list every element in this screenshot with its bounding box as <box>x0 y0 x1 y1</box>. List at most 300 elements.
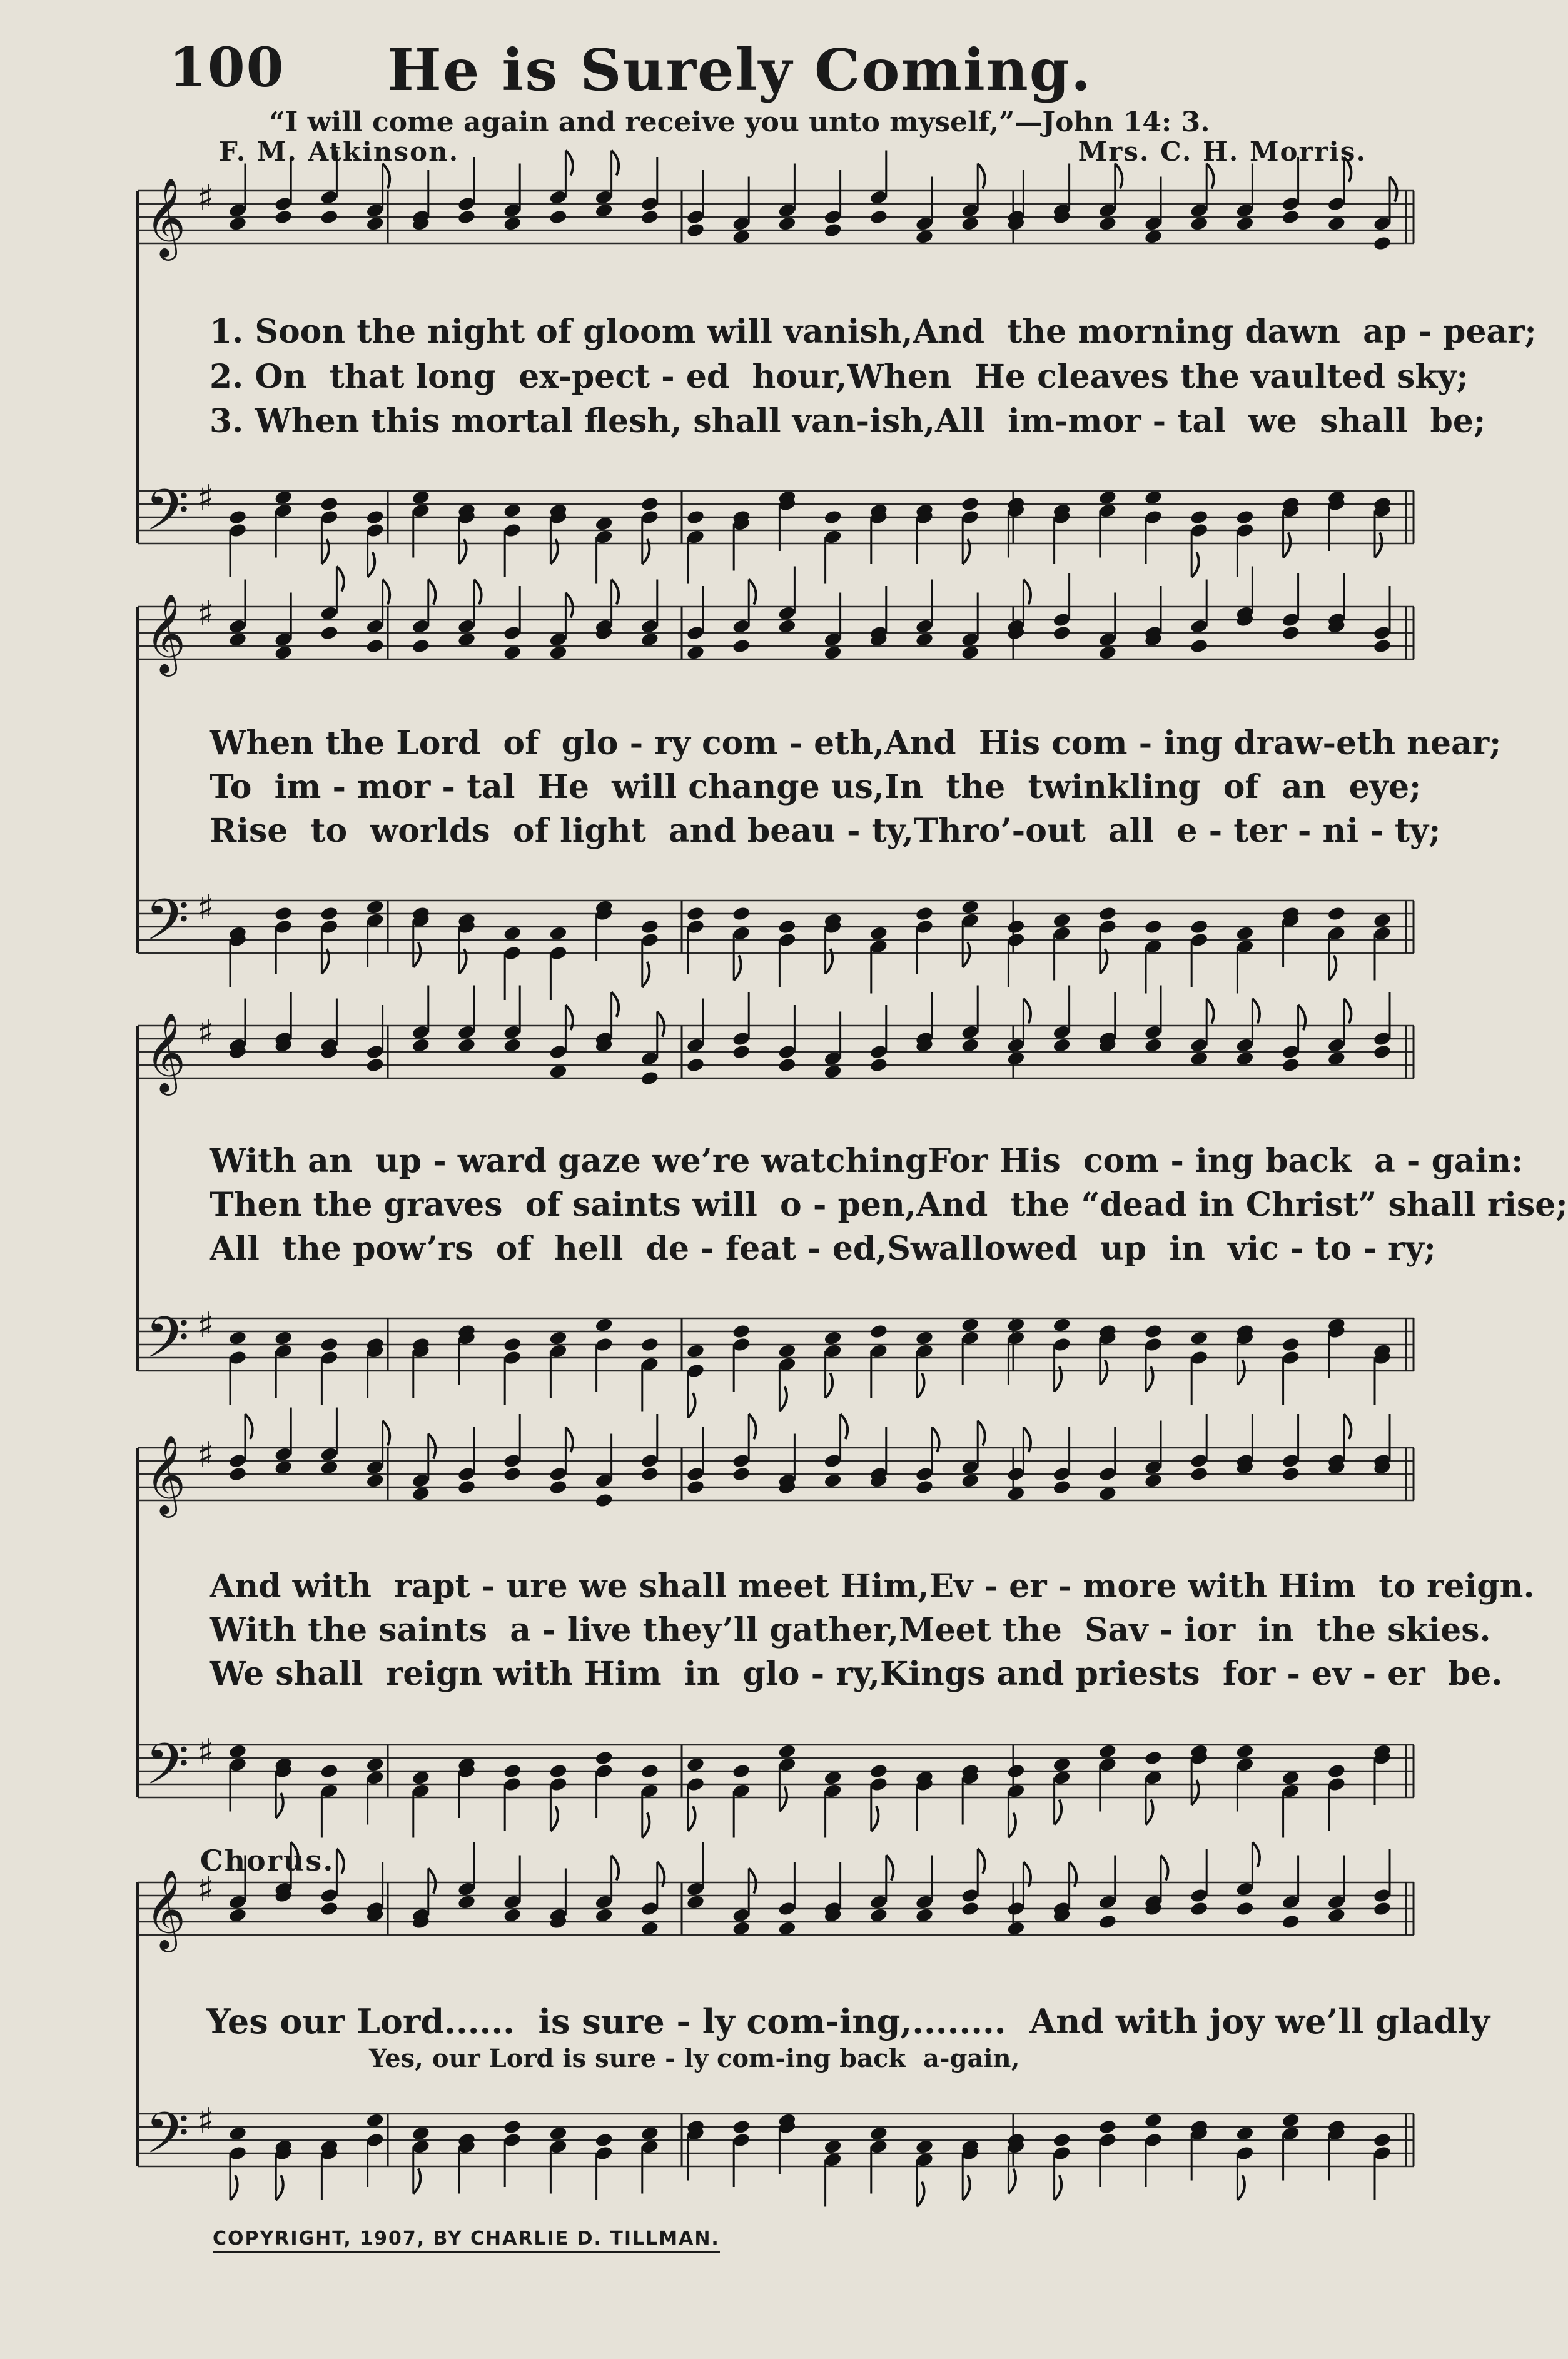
note-flag <box>383 164 390 189</box>
note-head <box>365 216 385 232</box>
note-head <box>320 1460 339 1476</box>
note-head <box>503 216 522 232</box>
note-head <box>457 632 477 648</box>
lyric-line <box>210 358 1469 396</box>
note-head <box>1052 912 1071 929</box>
note-head <box>503 926 522 942</box>
note-head <box>1098 1744 1118 1760</box>
note-head <box>1052 1479 1071 1495</box>
note-flag <box>230 2175 238 2200</box>
note-head <box>915 2139 934 2155</box>
note-head <box>640 1336 660 1353</box>
note-head <box>503 1763 522 1779</box>
note-head <box>365 509 385 525</box>
note-head <box>412 638 431 654</box>
note-flag <box>917 1373 924 1398</box>
note-flag <box>336 567 344 592</box>
note-head <box>549 1064 568 1080</box>
note-head <box>365 899 385 916</box>
note-head <box>1373 1044 1392 1060</box>
note-head <box>503 1907 522 1924</box>
note-head <box>915 1330 934 1346</box>
note-head <box>915 1907 934 1924</box>
sharp-icon: ♯ <box>197 2101 215 2141</box>
lyric-phrase: Ev - er - more with Him to reign. <box>929 1567 1535 1605</box>
note-head <box>1327 906 1347 922</box>
note-head <box>274 1460 293 1476</box>
note-head <box>961 645 980 661</box>
note-head <box>1235 216 1255 232</box>
bass-clef-icon: 𝄢 <box>145 1731 190 1811</box>
note-head <box>1144 1750 1163 1766</box>
note-head <box>777 216 797 232</box>
note-head <box>1373 638 1392 654</box>
note-flag <box>1191 552 1199 577</box>
note-head <box>961 1038 980 1054</box>
note-head <box>594 1907 614 1924</box>
note-head <box>915 632 934 648</box>
lyric-line <box>210 1655 1503 1693</box>
note-flag <box>428 1869 436 1894</box>
note-head <box>777 1744 797 1760</box>
note-flag <box>428 1434 436 1459</box>
note-head <box>961 1317 980 1333</box>
note-head <box>869 1323 889 1340</box>
sharp-icon: ♯ <box>197 1013 215 1053</box>
lyric-phrase: And His com - ing draw-eth near; <box>884 724 1502 762</box>
lyric-phrase: 3. When this mortal flesh, shall van-ish, <box>210 402 936 440</box>
note-head <box>640 209 660 225</box>
note-flag <box>428 580 436 605</box>
note-flag <box>1329 956 1337 981</box>
note-head <box>686 1757 706 1773</box>
note-flag <box>565 151 573 176</box>
treble-clef-icon: 𝄞 <box>145 177 186 257</box>
note-head <box>1098 216 1118 232</box>
note-head <box>1281 1466 1300 1482</box>
note-head <box>1235 926 1255 942</box>
note-head <box>1327 216 1347 232</box>
note-head <box>1327 1907 1347 1924</box>
scripture-quote: “I will come again and receive you unto myself,”—John 14: 3. <box>269 106 1210 138</box>
note-head <box>549 1763 568 1779</box>
note-head <box>228 1330 248 1346</box>
lyric-phrase: In the twinkling of an eye; <box>884 768 1422 806</box>
note-flag <box>841 1414 848 1439</box>
note-head <box>1006 1763 1026 1779</box>
note-head <box>228 1744 248 1760</box>
note-head <box>1190 216 1209 232</box>
treble-clef-icon: 𝄞 <box>145 593 186 673</box>
note-head <box>1052 625 1071 641</box>
note-head <box>1098 906 1118 922</box>
lyric-line <box>210 1567 1535 1605</box>
note-flag <box>383 580 390 605</box>
note-head <box>686 1479 706 1495</box>
note-flag <box>368 552 375 577</box>
note-head <box>869 926 889 942</box>
note-flag <box>1390 177 1397 202</box>
note-head <box>503 1336 522 1353</box>
note-head <box>1190 919 1209 935</box>
note-head <box>274 209 293 225</box>
note-flag <box>383 1421 390 1446</box>
note-head <box>1144 1323 1163 1340</box>
note-flag <box>1100 1360 1108 1385</box>
sharp-icon: ♯ <box>197 178 215 218</box>
note-head <box>869 1763 889 1779</box>
note-head <box>503 2119 522 2135</box>
note-head <box>412 1486 431 1502</box>
sharp-icon: ♯ <box>197 887 215 928</box>
note-flag <box>245 1414 253 1439</box>
sharp-icon: ♯ <box>197 1869 215 1910</box>
note-head <box>503 503 522 519</box>
note-head <box>457 1038 477 1054</box>
note-flag <box>688 1806 695 1831</box>
note-flag <box>871 1806 879 1831</box>
note-head <box>869 209 889 225</box>
note-head <box>1052 1317 1071 1333</box>
lyric-phrase: With the saints a - live they’ll gather, <box>210 1611 899 1649</box>
note-head <box>320 209 339 225</box>
note-head <box>228 216 248 232</box>
note-head <box>320 906 339 922</box>
note-head <box>320 1763 339 1779</box>
lyric-phrase: Meet the Sav - ior in the skies. <box>899 1611 1491 1649</box>
note-head <box>228 1907 248 1924</box>
note-head <box>503 1466 522 1482</box>
note-flag <box>1252 999 1260 1024</box>
lyric-phrase: When the Lord of glo - ry com - eth, <box>210 724 885 762</box>
note-head <box>686 906 706 922</box>
note-flag <box>917 2182 924 2207</box>
lyric-line <box>210 1230 1436 1268</box>
note-flag <box>1344 157 1352 182</box>
note-head <box>777 1057 797 1073</box>
note-head <box>732 906 751 922</box>
lyric-line <box>210 1142 1524 1180</box>
note-flag <box>1206 164 1214 189</box>
treble-clef-icon: 𝄞 <box>145 1012 186 1092</box>
note-flag <box>779 1387 787 1412</box>
note-flag <box>1008 1813 1016 1838</box>
note-head <box>228 2126 248 2142</box>
lyric-phrase: 1. Soon the night of gloom will vanish, <box>210 313 913 351</box>
note-flag <box>1055 2175 1062 2200</box>
lyric-line <box>210 1186 1568 1224</box>
note-flag <box>978 164 985 189</box>
chorus-lyric: Yes our Lord...... is sure - ly com-ing,........ And with joy we’ll gladly <box>206 2001 1490 2041</box>
note-head <box>823 222 842 238</box>
note-flag <box>1237 2175 1245 2200</box>
note-head <box>961 1473 980 1489</box>
note-head <box>915 1479 934 1495</box>
lyric-phrase: And the “dead in Christ” shall rise; <box>916 1186 1568 1224</box>
note-flag <box>612 992 619 1017</box>
note-flag <box>1023 580 1031 605</box>
note-head <box>1235 1051 1255 1067</box>
note-flag <box>978 1849 985 1874</box>
note-head <box>1235 509 1255 525</box>
note-head <box>274 490 293 506</box>
note-head <box>732 229 751 245</box>
note-flag <box>1023 999 1031 1024</box>
note-flag <box>612 1856 619 1881</box>
note-flag <box>1344 999 1352 1024</box>
note-flag <box>642 1813 650 1838</box>
note-head <box>549 1330 568 1346</box>
note-head <box>1052 2132 1071 2148</box>
lyric-phrase: Kings and priests for - ev - er be. <box>880 1655 1503 1693</box>
note-head <box>228 1466 248 1482</box>
note-head <box>549 1479 568 1495</box>
bass-clef-icon: 𝄢 <box>145 1305 190 1385</box>
note-flag <box>978 1421 985 1446</box>
note-head <box>823 1473 842 1489</box>
note-head <box>640 919 660 935</box>
note-flag <box>413 942 421 967</box>
note-head <box>1190 1466 1209 1482</box>
note-head <box>274 906 293 922</box>
note-head <box>1281 2113 1300 2129</box>
note-head <box>961 1901 980 1917</box>
note-head <box>640 2126 660 2142</box>
lyric-phrase: We shall reign with Him in glo - ry, <box>210 1655 880 1693</box>
note-head <box>1098 490 1118 506</box>
chorus-bass-lyric: Yes, our Lord is sure - ly com-ing back a-gain, <box>369 2044 1020 2073</box>
note-head <box>1373 912 1392 929</box>
note-head <box>1235 2126 1255 2142</box>
note-flag <box>612 151 619 176</box>
note-flag <box>1375 533 1382 558</box>
note-head <box>777 1921 797 1937</box>
hymn-number: 100 <box>169 36 285 99</box>
note-head <box>686 1057 706 1073</box>
note-head <box>1281 209 1300 225</box>
note-head <box>777 619 797 635</box>
copyright-notice: COPYRIGHT, 1907, BY CHARLIE D. TILLMAN. <box>213 2228 720 2253</box>
lyric-phrase: With an up - ward gaze we’re watching <box>210 1142 928 1180</box>
note-head <box>412 1770 431 1786</box>
sharp-icon: ♯ <box>197 478 215 518</box>
note-head <box>365 638 385 654</box>
note-head <box>503 1038 522 1054</box>
hymn-title: He is Surely Coming. <box>387 36 1093 104</box>
note-flag <box>1344 1414 1352 1439</box>
note-head <box>549 2126 568 2142</box>
note-head <box>732 1763 751 1779</box>
note-head <box>1281 1914 1300 1930</box>
sharp-icon: ♯ <box>197 1435 215 1475</box>
note-head <box>1281 625 1300 641</box>
lyric-phrase: To im - mor - tal He will change us, <box>210 768 884 806</box>
note-head <box>686 222 706 238</box>
note-head <box>869 1057 889 1073</box>
note-flag <box>276 2175 283 2200</box>
note-head <box>365 1757 385 1773</box>
note-flag <box>1008 2169 1016 2194</box>
note-head <box>1006 1921 1026 1937</box>
note-head <box>1281 1336 1300 1353</box>
note-head <box>961 899 980 916</box>
lyric-phrase: And with rapt - ure we shall meet Him, <box>210 1567 929 1605</box>
note-head <box>412 2126 431 2142</box>
note-head <box>1235 1744 1255 1760</box>
treble-clef-icon: 𝄞 <box>145 1869 186 1949</box>
note-head <box>686 509 706 525</box>
lyric-line <box>210 812 1441 850</box>
note-flag <box>1252 1842 1260 1867</box>
note-head <box>1281 1770 1300 1786</box>
note-head <box>1052 1757 1071 1773</box>
note-head <box>732 1466 751 1482</box>
note-head <box>1190 1330 1209 1346</box>
note-head <box>823 2139 842 2155</box>
lyric-phrase: All im-mor - tal we shall be; <box>935 402 1486 440</box>
note-flag <box>1237 1360 1245 1385</box>
note-head <box>594 203 614 219</box>
note-head <box>640 1763 660 1779</box>
note-head <box>1144 490 1163 506</box>
note-head <box>1006 919 1026 935</box>
note-flag <box>826 1373 833 1398</box>
note-head <box>823 645 842 661</box>
note-head <box>412 490 431 506</box>
note-head <box>1144 919 1163 935</box>
note-head <box>777 1343 797 1360</box>
note-head <box>732 1323 751 1340</box>
note-flag <box>642 962 650 987</box>
lyric-phrase: All the pow’rs of hell de - feat - ed, <box>210 1230 888 1268</box>
note-head <box>594 1750 614 1766</box>
sharp-icon: ♯ <box>197 1732 215 1772</box>
note-flag <box>612 580 619 605</box>
bass-clef-icon: 𝄢 <box>145 887 190 967</box>
note-head <box>823 1330 842 1346</box>
note-head <box>915 229 934 245</box>
note-head <box>823 1770 842 1786</box>
note-head <box>228 632 248 648</box>
note-head <box>1144 1473 1163 1489</box>
note-head <box>228 509 248 525</box>
lyric-phrase: Swallowed up in vic - to - ry; <box>887 1230 1436 1268</box>
note-head <box>594 1317 614 1333</box>
note-head <box>1006 1486 1026 1502</box>
note-flag <box>963 942 970 967</box>
note-head <box>274 1330 293 1346</box>
note-flag <box>1055 1800 1062 1825</box>
note-head <box>823 509 842 525</box>
note-head <box>640 1921 660 1937</box>
note-head <box>1098 2119 1118 2135</box>
note-flag <box>688 1393 695 1418</box>
note-head <box>1006 1051 1026 1067</box>
note-head <box>594 2132 614 2148</box>
note-flag <box>336 1849 344 1874</box>
note-head <box>365 1057 385 1073</box>
note-head <box>1144 2113 1163 2129</box>
note-head <box>412 1038 431 1054</box>
bass-clef-icon: 𝄢 <box>145 477 190 557</box>
note-head <box>640 1070 660 1086</box>
note-flag <box>749 1414 756 1439</box>
note-head <box>1052 1038 1071 1054</box>
note-flag <box>749 1869 756 1894</box>
note-head <box>1281 1057 1300 1073</box>
note-flag <box>413 2169 421 2194</box>
lyric-phrase: When He cleaves the vaulted sky; <box>847 358 1469 396</box>
note-head <box>823 1064 842 1080</box>
note-flag <box>1206 999 1214 1024</box>
lyric-phrase: And the morning dawn ap - pear; <box>913 313 1537 351</box>
note-flag <box>1283 533 1291 558</box>
lyric-phrase: 2. On that long ex-pect - ed hour, <box>210 358 847 396</box>
note-head <box>1144 229 1163 245</box>
note-head <box>732 638 751 654</box>
note-head <box>549 926 568 942</box>
note-head <box>732 1921 751 1937</box>
sharp-icon: ♯ <box>197 1305 215 1346</box>
lyric-phrase: Then the graves of saints will o - pen, <box>210 1186 916 1224</box>
note-flag <box>886 1856 894 1881</box>
lyric-phrase: Thro’-out all e - ter - ni - ty; <box>914 812 1441 850</box>
note-head <box>320 496 339 512</box>
treble-clef-icon: 𝄞 <box>145 1434 186 1514</box>
note-head <box>1098 645 1118 661</box>
note-head <box>274 645 293 661</box>
lyric-line <box>210 724 1502 762</box>
note-flag <box>963 2175 970 2200</box>
note-head <box>1098 1486 1118 1502</box>
note-head <box>457 1894 477 1911</box>
note-flag <box>749 580 756 605</box>
note-head <box>686 645 706 661</box>
lyric-line <box>210 313 1537 351</box>
note-head <box>961 496 980 512</box>
lyric-line <box>210 1611 1491 1649</box>
note-flag <box>474 580 482 605</box>
note-head <box>1098 1914 1118 1930</box>
note-head <box>457 209 477 225</box>
note-head <box>1327 1763 1347 1779</box>
note-head <box>915 906 934 922</box>
note-head <box>732 2119 751 2135</box>
note-head <box>1373 2132 1392 2148</box>
note-head <box>320 1901 339 1917</box>
note-flag <box>657 1012 665 1037</box>
note-flag <box>1146 1800 1153 1825</box>
note-head <box>732 1044 751 1060</box>
note-head <box>1190 1901 1209 1917</box>
note-flag <box>565 593 573 618</box>
lyricist-credit: F. M. Atkinson. <box>219 136 460 167</box>
note-head <box>320 625 339 641</box>
note-head <box>365 1473 385 1489</box>
note-flag <box>779 1787 787 1812</box>
note-head <box>686 1343 706 1360</box>
note-flag <box>1161 1856 1168 1881</box>
note-head <box>640 1466 660 1482</box>
note-head <box>686 1894 706 1911</box>
composer-credit: Mrs. C. H. Morris. <box>1078 136 1367 167</box>
note-head <box>1190 1051 1209 1067</box>
note-head <box>594 516 614 532</box>
note-head <box>1144 1038 1163 1054</box>
note-head <box>640 496 660 512</box>
note-head <box>869 1907 889 1924</box>
note-head <box>1373 1901 1392 1917</box>
